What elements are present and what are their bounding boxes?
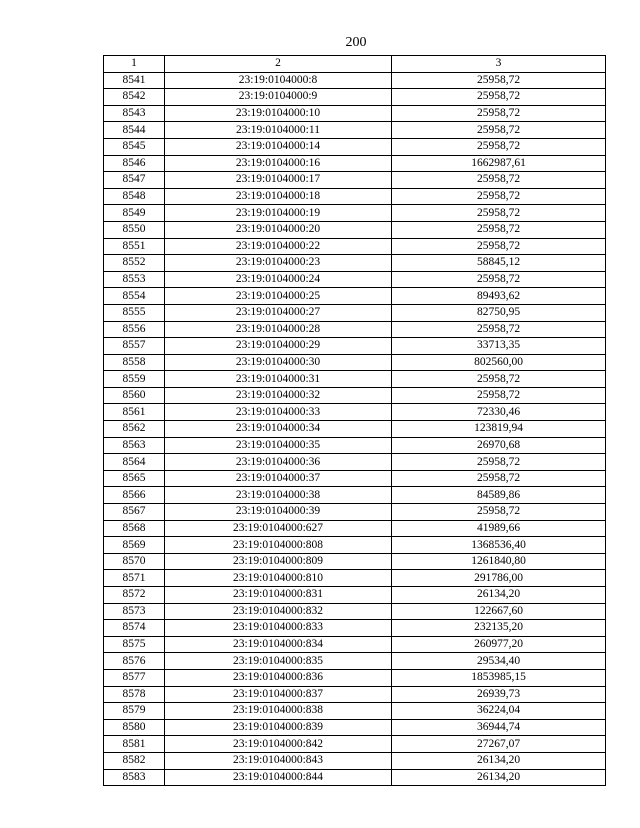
table-row <box>104 653 606 670</box>
table-header-row <box>104 56 606 73</box>
cadastral-value-cell: 25958,72 <box>392 271 606 288</box>
cadastral-value-cell: 25958,72 <box>392 89 606 106</box>
table-row <box>104 321 606 338</box>
cadastral-number-cell: 23:19:0104000:17 <box>165 172 392 189</box>
row-number-cell: 8570 <box>104 553 165 570</box>
row-number-cell: 8544 <box>104 122 165 139</box>
cadastral-value-cell: 25958,72 <box>392 72 606 89</box>
table-row <box>104 470 606 487</box>
cadastral-number-cell: 23:19:0104000:834 <box>165 636 392 653</box>
row-number-cell: 8549 <box>104 205 165 222</box>
row-number-cell: 8542 <box>104 89 165 106</box>
table-row <box>104 752 606 769</box>
table-row <box>104 205 606 222</box>
cadastral-value-cell: 291786,00 <box>392 570 606 587</box>
cadastral-value-cell: 27267,07 <box>392 736 606 753</box>
cadastral-number-cell: 23:19:0104000:32 <box>165 387 392 404</box>
row-number-cell: 8550 <box>104 221 165 238</box>
cadastral-number-cell: 23:19:0104000:20 <box>165 221 392 238</box>
cadastral-number-cell: 23:19:0104000:842 <box>165 736 392 753</box>
cadastral-value-cell: 1853985,15 <box>392 669 606 686</box>
cadastral-number-cell: 23:19:0104000:11 <box>165 122 392 139</box>
cadastral-value-cell: 25958,72 <box>392 504 606 521</box>
table-row <box>104 454 606 471</box>
cadastral-value-cell: 25958,72 <box>392 387 606 404</box>
row-number-cell: 8567 <box>104 504 165 521</box>
cadastral-value-cell: 802560,00 <box>392 354 606 371</box>
cadastral-number-cell: 23:19:0104000:8 <box>165 72 392 89</box>
table-row <box>104 437 606 454</box>
cadastral-number-cell: 23:19:0104000:25 <box>165 288 392 305</box>
cadastral-value-cell: 26939,73 <box>392 686 606 703</box>
cadastral-value-cell: 41989,66 <box>392 520 606 537</box>
cadastral-number-cell: 23:19:0104000:28 <box>165 321 392 338</box>
row-number-cell: 8548 <box>104 188 165 205</box>
cadastral-number-cell: 23:19:0104000:837 <box>165 686 392 703</box>
cadastral-value-cell: 25958,72 <box>392 105 606 122</box>
cadastral-value-cell: 25958,72 <box>392 371 606 388</box>
table-row <box>104 570 606 587</box>
page-number: 200 <box>345 35 367 50</box>
row-number-cell: 8552 <box>104 255 165 272</box>
table-row <box>104 354 606 371</box>
cadastral-number-cell: 23:19:0104000:627 <box>165 520 392 537</box>
cadastral-value-cell: 33713,35 <box>392 338 606 355</box>
cadastral-number-cell: 23:19:0104000:24 <box>165 271 392 288</box>
cadastral-value-cell: 26134,20 <box>392 587 606 604</box>
cadastral-value-cell: 36224,04 <box>392 703 606 720</box>
cadastral-value-cell: 123819,94 <box>392 421 606 438</box>
cadastral-value-cell: 122667,60 <box>392 603 606 620</box>
cadastral-value-cell: 25958,72 <box>392 321 606 338</box>
table-body <box>104 72 606 786</box>
row-number-cell: 8563 <box>104 437 165 454</box>
row-number-cell: 8580 <box>104 719 165 736</box>
table-row <box>104 703 606 720</box>
table-row <box>104 636 606 653</box>
cadastral-number-cell: 23:19:0104000:36 <box>165 454 392 471</box>
row-number-cell: 8571 <box>104 570 165 587</box>
row-number-cell: 8566 <box>104 487 165 504</box>
table-row <box>104 520 606 537</box>
table-row <box>104 138 606 155</box>
row-number-cell: 8579 <box>104 703 165 720</box>
row-number-cell: 8576 <box>104 653 165 670</box>
cadastral-value-cell: 25958,72 <box>392 221 606 238</box>
cadastral-value-cell: 29534,40 <box>392 653 606 670</box>
row-number-cell: 8574 <box>104 620 165 637</box>
table-row <box>104 238 606 255</box>
table-row <box>104 603 606 620</box>
cadastral-number-cell: 23:19:0104000:33 <box>165 404 392 421</box>
cadastral-value-cell: 36944,74 <box>392 719 606 736</box>
cadastral-number-cell: 23:19:0104000:34 <box>165 421 392 438</box>
row-number-cell: 8557 <box>104 338 165 355</box>
cadastral-value-cell: 260977,20 <box>392 636 606 653</box>
table-row <box>104 620 606 637</box>
row-number-cell: 8556 <box>104 321 165 338</box>
cadastral-number-cell: 23:19:0104000:10 <box>165 105 392 122</box>
row-number-cell: 8560 <box>104 387 165 404</box>
table-row <box>104 487 606 504</box>
row-number-cell: 8559 <box>104 371 165 388</box>
cadastral-value-cell: 1368536,40 <box>392 537 606 554</box>
cadastral-number-cell: 23:19:0104000:843 <box>165 752 392 769</box>
table-row <box>104 387 606 404</box>
row-number-cell: 8553 <box>104 271 165 288</box>
cadastral-value-cell: 25958,72 <box>392 454 606 471</box>
cadastral-value-cell: 1261840,80 <box>392 553 606 570</box>
table-row <box>104 288 606 305</box>
table-row <box>104 769 606 786</box>
cadastral-number-cell: 23:19:0104000:832 <box>165 603 392 620</box>
table-row <box>104 719 606 736</box>
column-header-cadastral-id: 2 <box>165 56 392 73</box>
cadastral-number-cell: 23:19:0104000:29 <box>165 338 392 355</box>
cadastral-number-cell: 23:19:0104000:19 <box>165 205 392 222</box>
cadastral-value-cell: 58845,12 <box>392 255 606 272</box>
row-number-cell: 8554 <box>104 288 165 305</box>
cadastral-value-cell: 25958,72 <box>392 205 606 222</box>
row-number-cell: 8555 <box>104 304 165 321</box>
column-header-value: 3 <box>392 56 606 73</box>
row-number-cell: 8547 <box>104 172 165 189</box>
row-number-cell: 8582 <box>104 752 165 769</box>
table-row <box>104 686 606 703</box>
table-row <box>104 404 606 421</box>
cadastral-number-cell: 23:19:0104000:30 <box>165 354 392 371</box>
column-header-number: 1 <box>104 56 165 73</box>
cadastral-number-cell: 23:19:0104000:39 <box>165 504 392 521</box>
cadastral-value-table <box>103 55 606 786</box>
table-row <box>104 271 606 288</box>
table-row <box>104 537 606 554</box>
cadastral-value-cell: 89493,62 <box>392 288 606 305</box>
cadastral-value-cell: 25958,72 <box>392 470 606 487</box>
cadastral-number-cell: 23:19:0104000:839 <box>165 719 392 736</box>
cadastral-value-cell: 25958,72 <box>392 188 606 205</box>
row-number-cell: 8569 <box>104 537 165 554</box>
table-row <box>104 105 606 122</box>
cadastral-number-cell: 23:19:0104000:835 <box>165 653 392 670</box>
cadastral-number-cell: 23:19:0104000:833 <box>165 620 392 637</box>
cadastral-value-cell: 232135,20 <box>392 620 606 637</box>
cadastral-number-cell: 23:19:0104000:35 <box>165 437 392 454</box>
cadastral-value-cell: 84589,86 <box>392 487 606 504</box>
table-row <box>104 122 606 139</box>
cadastral-number-cell: 23:19:0104000:31 <box>165 371 392 388</box>
cadastral-number-cell: 23:19:0104000:844 <box>165 769 392 786</box>
row-number-cell: 8577 <box>104 669 165 686</box>
cadastral-number-cell: 23:19:0104000:808 <box>165 537 392 554</box>
cadastral-number-cell: 23:19:0104000:838 <box>165 703 392 720</box>
cadastral-number-cell: 23:19:0104000:810 <box>165 570 392 587</box>
row-number-cell: 8543 <box>104 105 165 122</box>
cadastral-value-cell: 25958,72 <box>392 122 606 139</box>
cadastral-number-cell: 23:19:0104000:831 <box>165 587 392 604</box>
table-row <box>104 587 606 604</box>
cadastral-value-cell: 25958,72 <box>392 238 606 255</box>
table-row <box>104 669 606 686</box>
table-row <box>104 89 606 106</box>
cadastral-value-cell: 82750,95 <box>392 304 606 321</box>
cadastral-value-cell: 26134,20 <box>392 752 606 769</box>
row-number-cell: 8565 <box>104 470 165 487</box>
row-number-cell: 8551 <box>104 238 165 255</box>
cadastral-number-cell: 23:19:0104000:16 <box>165 155 392 172</box>
cadastral-value-cell: 26970,68 <box>392 437 606 454</box>
table-row <box>104 188 606 205</box>
table-row <box>104 221 606 238</box>
cadastral-value-cell: 25958,72 <box>392 138 606 155</box>
row-number-cell: 8558 <box>104 354 165 371</box>
table-row <box>104 504 606 521</box>
row-number-cell: 8561 <box>104 404 165 421</box>
row-number-cell: 8546 <box>104 155 165 172</box>
row-number-cell: 8583 <box>104 769 165 786</box>
cadastral-number-cell: 23:19:0104000:14 <box>165 138 392 155</box>
row-number-cell: 8564 <box>104 454 165 471</box>
row-number-cell: 8568 <box>104 520 165 537</box>
table-row <box>104 371 606 388</box>
table-row <box>104 736 606 753</box>
cadastral-number-cell: 23:19:0104000:22 <box>165 238 392 255</box>
table-row <box>104 255 606 272</box>
row-number-cell: 8573 <box>104 603 165 620</box>
row-number-cell: 8572 <box>104 587 165 604</box>
table-row <box>104 304 606 321</box>
cadastral-number-cell: 23:19:0104000:27 <box>165 304 392 321</box>
row-number-cell: 8581 <box>104 736 165 753</box>
cadastral-number-cell: 23:19:0104000:38 <box>165 487 392 504</box>
row-number-cell: 8578 <box>104 686 165 703</box>
row-number-cell: 8575 <box>104 636 165 653</box>
row-number-cell: 8541 <box>104 72 165 89</box>
table-row <box>104 72 606 89</box>
table-row <box>104 421 606 438</box>
row-number-cell: 8562 <box>104 421 165 438</box>
row-number-cell: 8545 <box>104 138 165 155</box>
table-row <box>104 172 606 189</box>
cadastral-number-cell: 23:19:0104000:23 <box>165 255 392 272</box>
table-row <box>104 338 606 355</box>
cadastral-value-cell: 1662987,61 <box>392 155 606 172</box>
table-row <box>104 155 606 172</box>
cadastral-value-cell: 26134,20 <box>392 769 606 786</box>
cadastral-number-cell: 23:19:0104000:9 <box>165 89 392 106</box>
cadastral-value-cell: 72330,46 <box>392 404 606 421</box>
cadastral-number-cell: 23:19:0104000:18 <box>165 188 392 205</box>
cadastral-number-cell: 23:19:0104000:809 <box>165 553 392 570</box>
table-row <box>104 553 606 570</box>
cadastral-value-cell: 25958,72 <box>392 172 606 189</box>
cadastral-number-cell: 23:19:0104000:37 <box>165 470 392 487</box>
cadastral-number-cell: 23:19:0104000:836 <box>165 669 392 686</box>
